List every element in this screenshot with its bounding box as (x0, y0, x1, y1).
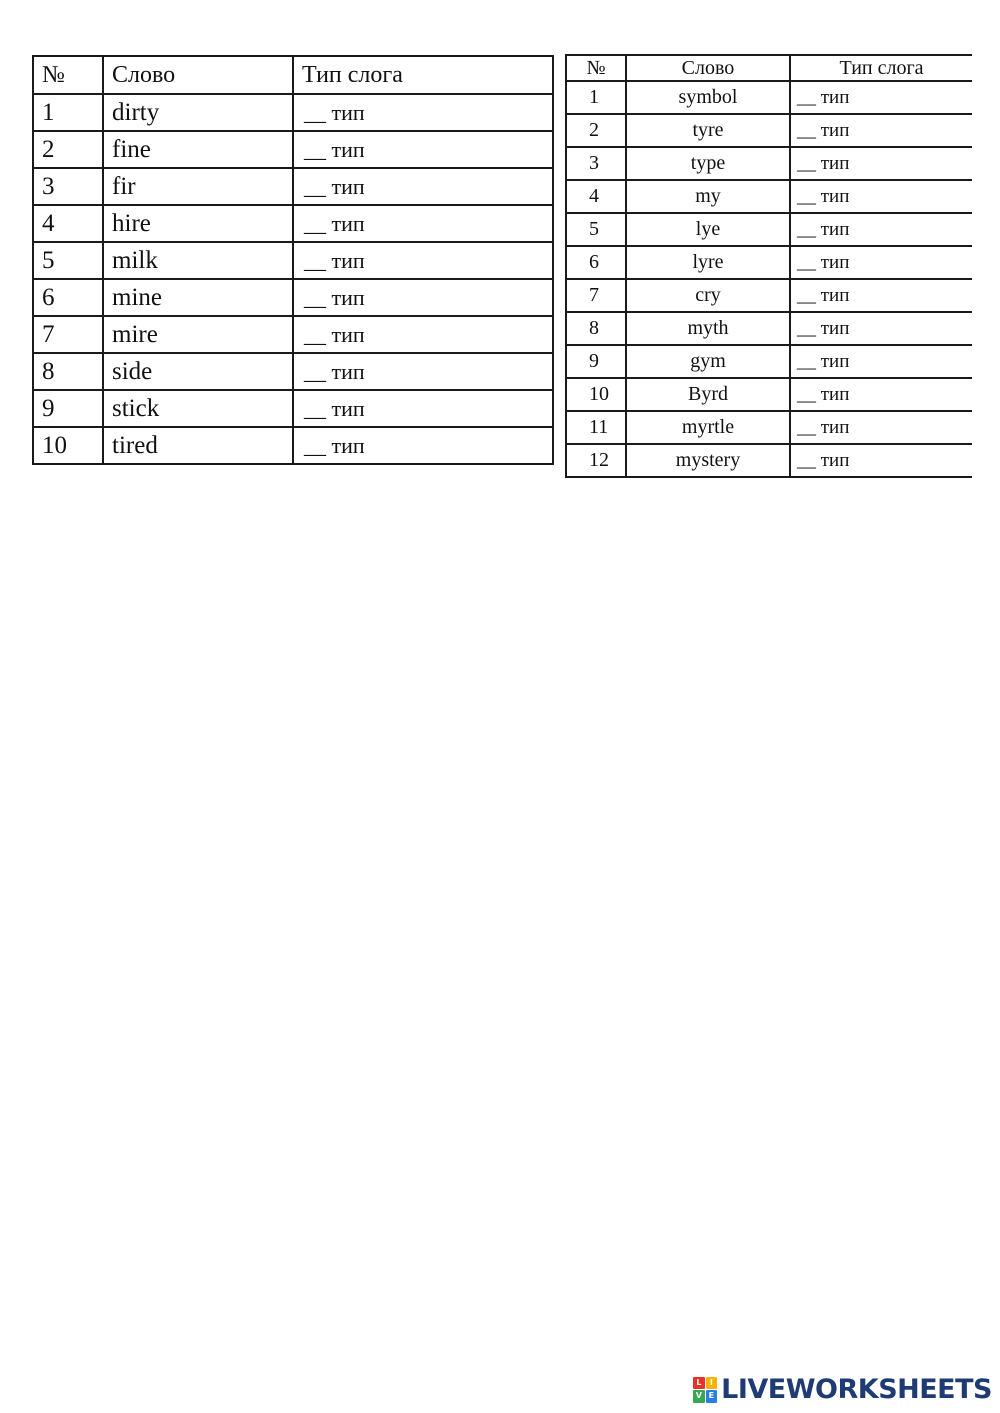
row-number: 1 (33, 94, 103, 131)
liveworksheets-logo[interactable] (693, 1374, 992, 1405)
table-row (33, 131, 553, 168)
table-row (566, 345, 972, 378)
row-syllable-type[interactable]: __ тип (293, 316, 553, 353)
table-row (566, 411, 972, 444)
logo-mark-letter: E (706, 1390, 718, 1403)
row-word: lyre (626, 246, 790, 279)
left-header-word: Слово (103, 56, 293, 94)
row-number: 2 (33, 131, 103, 168)
row-word: Byrd (626, 378, 790, 411)
row-word: lye (626, 213, 790, 246)
row-word: my (626, 180, 790, 213)
row-syllable-type[interactable]: __ тип (790, 312, 972, 345)
row-word: tired (103, 427, 293, 464)
row-syllable-type[interactable]: __ тип (790, 180, 972, 213)
row-syllable-type[interactable]: __ тип (790, 213, 972, 246)
row-number: 7 (566, 279, 626, 312)
row-number: 9 (33, 390, 103, 427)
row-syllable-type[interactable]: __ тип (790, 345, 972, 378)
table-row (566, 312, 972, 345)
row-number: 2 (566, 114, 626, 147)
row-number: 7 (33, 316, 103, 353)
left-syllable-table (32, 55, 554, 465)
row-number: 11 (566, 411, 626, 444)
right-syllable-table (565, 54, 972, 478)
left-table-header-row (33, 56, 553, 94)
row-word: mystery (626, 444, 790, 477)
row-word: myrtle (626, 411, 790, 444)
left-header-number: № (33, 56, 103, 94)
row-word: dirty (103, 94, 293, 131)
table-row (33, 316, 553, 353)
table-row (33, 353, 553, 390)
table-row (566, 378, 972, 411)
table-row (566, 180, 972, 213)
right-header-word: Слово (626, 55, 790, 81)
row-word: stick (103, 390, 293, 427)
row-syllable-type[interactable]: __ тип (790, 378, 972, 411)
row-word: tyre (626, 114, 790, 147)
table-row (33, 205, 553, 242)
table-row (33, 168, 553, 205)
row-number: 3 (566, 147, 626, 180)
right-header-syllable-type: Тип слога (790, 55, 972, 81)
row-syllable-type[interactable]: __ тип (293, 131, 553, 168)
logo-mark-letter: L (693, 1377, 705, 1390)
table-row (33, 94, 553, 131)
left-header-syllable-type: Тип слога (293, 56, 553, 94)
row-number: 6 (566, 246, 626, 279)
table-row (566, 246, 972, 279)
table-row (566, 147, 972, 180)
row-number: 4 (566, 180, 626, 213)
row-number: 10 (566, 378, 626, 411)
logo-mark-letter: V (693, 1390, 705, 1403)
row-number: 8 (33, 353, 103, 390)
row-syllable-type[interactable]: __ тип (790, 246, 972, 279)
row-word: symbol (626, 81, 790, 114)
row-word: mine (103, 279, 293, 316)
row-number: 12 (566, 444, 626, 477)
row-number: 5 (33, 242, 103, 279)
row-number: 6 (33, 279, 103, 316)
row-word: side (103, 353, 293, 390)
row-syllable-type[interactable]: __ тип (293, 390, 553, 427)
row-syllable-type[interactable]: __ тип (293, 205, 553, 242)
row-word: type (626, 147, 790, 180)
row-syllable-type[interactable]: __ тип (293, 168, 553, 205)
right-header-number: № (566, 55, 626, 81)
table-row (566, 444, 972, 477)
row-syllable-type[interactable]: __ тип (293, 279, 553, 316)
logo-text: LIVEWORKSHEETS (721, 1374, 992, 1405)
table-row (33, 427, 553, 464)
table-row (33, 242, 553, 279)
row-number: 4 (33, 205, 103, 242)
row-word: fine (103, 131, 293, 168)
row-syllable-type[interactable]: __ тип (293, 353, 553, 390)
logo-mark-letter: I (706, 1377, 718, 1390)
row-number: 10 (33, 427, 103, 464)
row-number: 8 (566, 312, 626, 345)
row-syllable-type[interactable]: __ тип (790, 279, 972, 312)
table-row (33, 390, 553, 427)
row-number: 3 (33, 168, 103, 205)
table-row (566, 279, 972, 312)
row-number: 1 (566, 81, 626, 114)
table-row (33, 279, 553, 316)
row-syllable-type[interactable]: __ тип (790, 81, 972, 114)
row-number: 5 (566, 213, 626, 246)
row-word: gym (626, 345, 790, 378)
row-syllable-type[interactable]: __ тип (293, 242, 553, 279)
row-word: cry (626, 279, 790, 312)
row-word: hire (103, 205, 293, 242)
table-row (566, 114, 972, 147)
row-syllable-type[interactable]: __ тип (790, 147, 972, 180)
row-word: myth (626, 312, 790, 345)
row-syllable-type[interactable]: __ тип (293, 94, 553, 131)
row-syllable-type[interactable]: __ тип (790, 411, 972, 444)
row-word: milk (103, 242, 293, 279)
table-row (566, 81, 972, 114)
table-row (566, 213, 972, 246)
row-syllable-type[interactable]: __ тип (790, 114, 972, 147)
logo-mark-icon (693, 1377, 717, 1403)
right-table-header-row (566, 55, 972, 81)
row-syllable-type[interactable]: __ тип (790, 444, 972, 477)
row-syllable-type[interactable]: __ тип (293, 427, 553, 464)
row-word: fir (103, 168, 293, 205)
row-word: mire (103, 316, 293, 353)
row-number: 9 (566, 345, 626, 378)
